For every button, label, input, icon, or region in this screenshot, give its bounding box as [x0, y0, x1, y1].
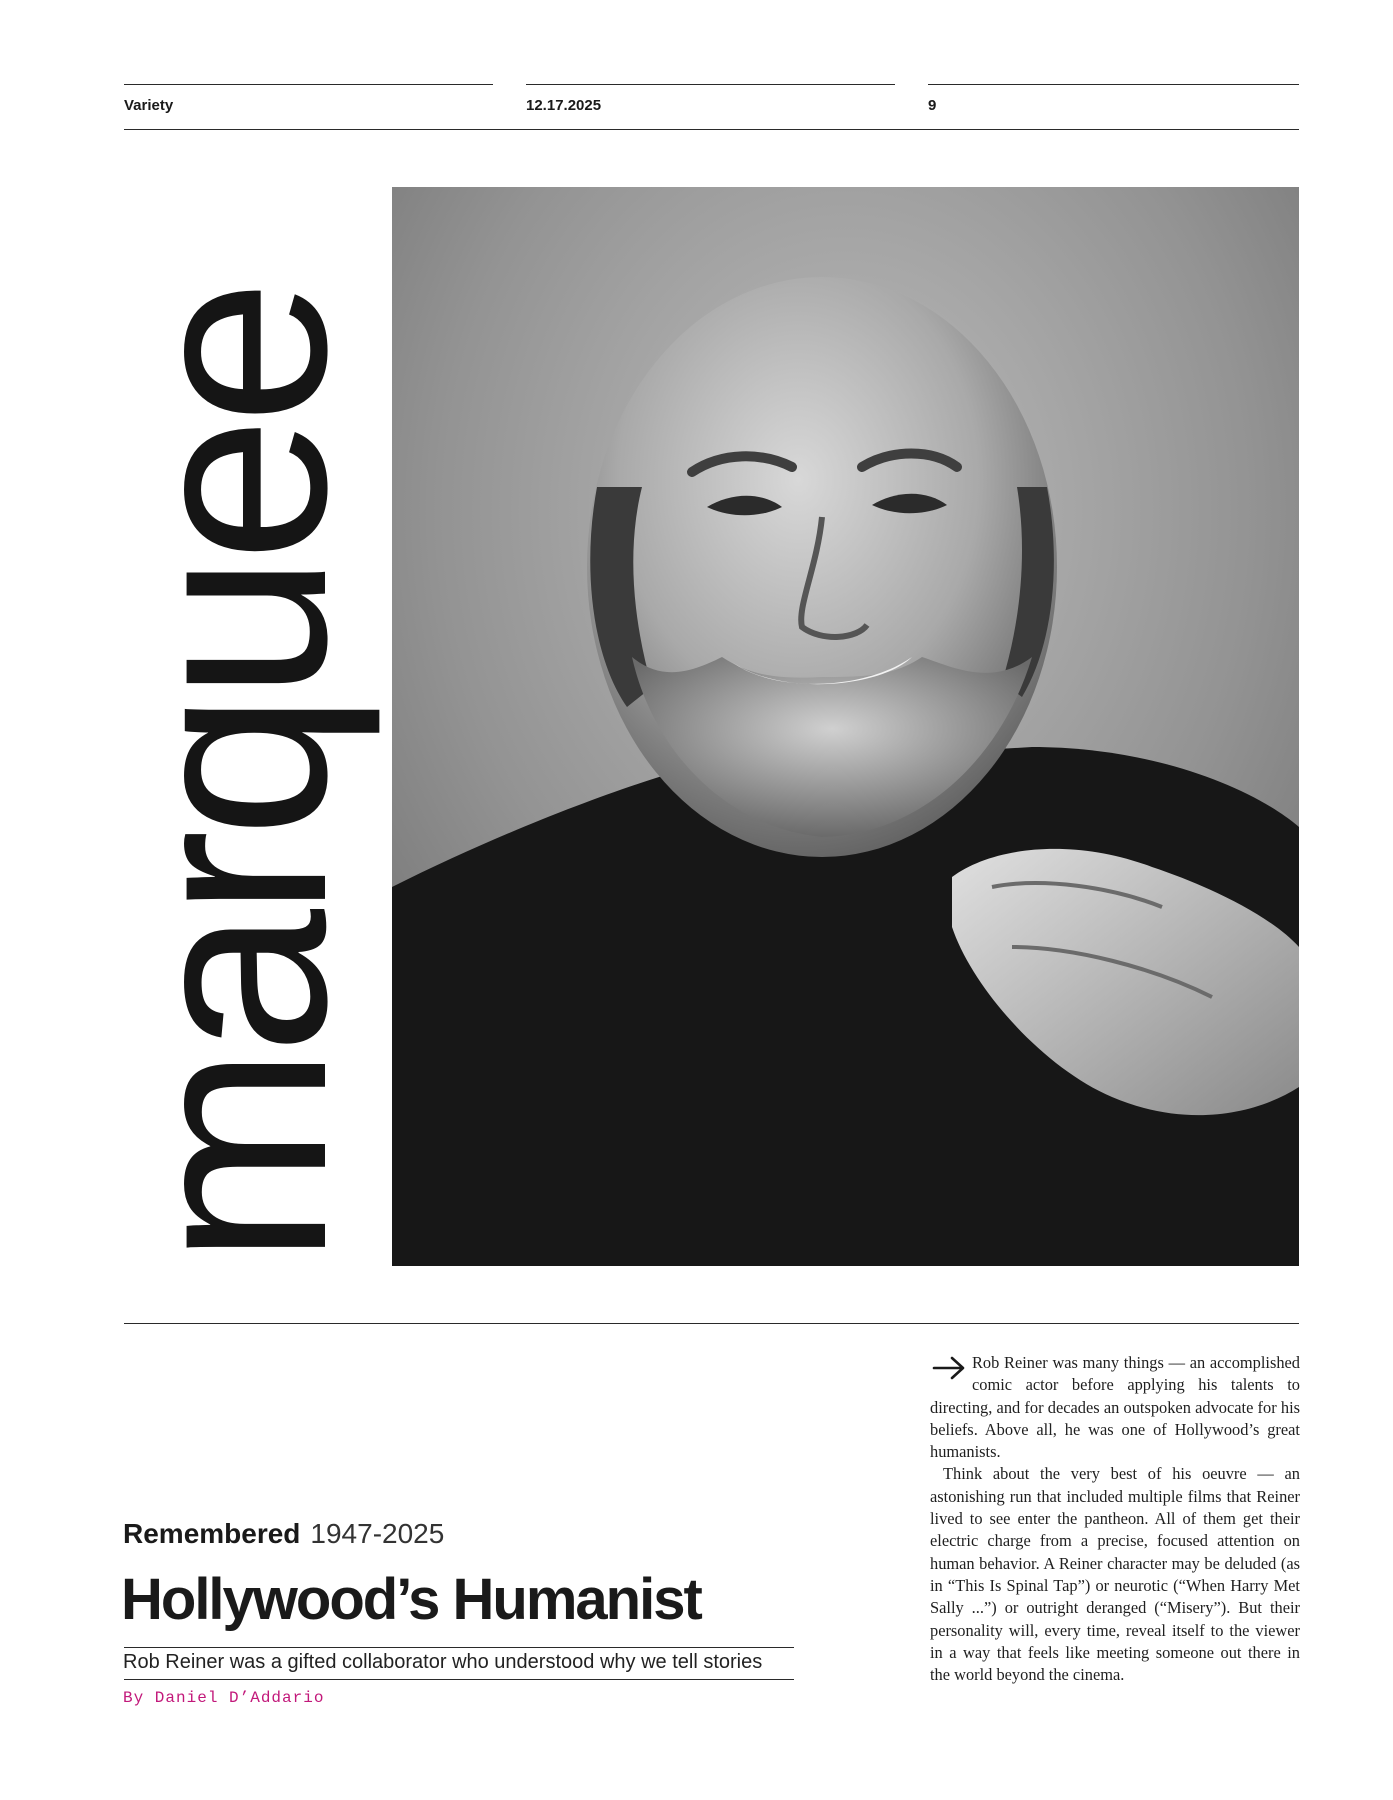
- portrait-illustration: [392, 187, 1299, 1266]
- arrow-right-icon: [930, 1354, 972, 1382]
- byline: By Daniel D’Addario: [123, 1689, 325, 1707]
- article-body: [930, 1352, 1300, 1686]
- header-rule-top-1: [124, 84, 493, 85]
- kicker: [123, 1518, 444, 1550]
- section-label-wrapper: [88, 180, 381, 1265]
- header-rule-top-2: [526, 84, 895, 85]
- headline: Hollywood’s Humanist: [121, 1567, 701, 1632]
- publication-name: Variety: [124, 97, 174, 114]
- issue-date: 12.17.2025: [526, 97, 602, 114]
- dek: Rob Reiner was a gifted collaborator who understood why we tell stories: [123, 1651, 763, 1673]
- kicker-label: Remembered: [123, 1518, 301, 1549]
- body-paragraph: Rob Reiner was many things — an accomplished comic actor before applying his talents to directing, and for decades an outspoken advocate for his beliefs. Above all, he was one of Hollywood’s great humanists.: [930, 1353, 1300, 1462]
- dek-rule-bottom: [124, 1679, 794, 1680]
- portrait-photo: [392, 187, 1299, 1266]
- header-rule-bottom: [124, 129, 1299, 130]
- article-divider: [124, 1323, 1299, 1324]
- page-number: 9: [928, 97, 937, 114]
- kicker-years: 1947-2025: [310, 1518, 445, 1549]
- header-rule-top-3: [928, 84, 1299, 85]
- body-paragraph: Think about the very best of his oeuvre — an astonishing run that included multiple films that Reiner lived to see enter the pantheon. All of them get their electric charge from a precise, focused attention on human behavior. A Reiner character may be deluded (as in “This Is Spinal Tap”) or neurotic (“When Harry Met Sally ...”) or outright deranged (“Misery”). But their personality will, every time, reveal itself to the viewer in a way that feels like meeting someone out there in the world beyond the cinema.: [930, 1464, 1300, 1685]
- dek-rule-top: [124, 1647, 794, 1648]
- section-label: marquee: [88, 286, 381, 1265]
